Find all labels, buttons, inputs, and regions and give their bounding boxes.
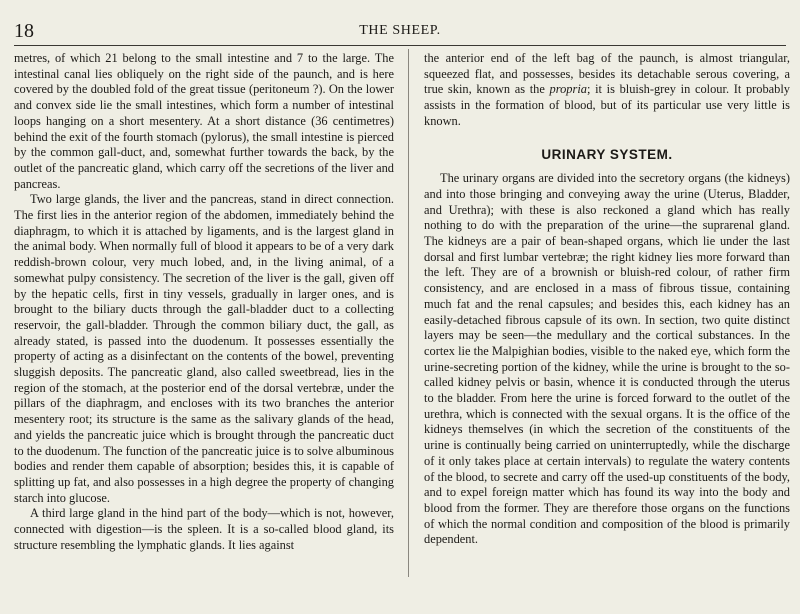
right-column — [424, 51, 790, 548]
right-intro-paragraph — [424, 51, 790, 130]
italic-term: propria — [549, 82, 587, 97]
left-paragraph-3: A third large gland in the hind part of the body—which is not, however, connected with digestion—is the spleen. It is a so-called blood gland, its structure resembling the lymphatic glands. It lies against — [14, 506, 394, 552]
left-paragraph-1: metres, of which 21 belong to the small intestine and 7 to the large. The intestinal canal lies obliquely on the right side of the paunch, and is here covered by the doubled fold of the great tissue (peritoneum ?). On the lower and convex side lie the small intestines, which form a number of intestinal loops hanging on a short mesentery. At a short distance (36 centimetres) behind the exit of the fourth stomach (pylorus), the small intestine is pierced by the common gall-duct, and, somewhat further towards the back, by the outlet of the pancreatic gland, which carry off the secretions of the liver and pancreas. — [14, 51, 394, 191]
running-title: THE SHEEP. — [359, 23, 441, 38]
header-rule — [14, 45, 786, 46]
section-heading: URINARY SYSTEM. — [541, 146, 673, 162]
page-header — [14, 20, 786, 42]
right-intro-text-end: ; it is bluish-grey in colour. It probably assists in the formation of blood, but of its particular use very little is known. — [424, 82, 790, 128]
column-divider — [408, 49, 409, 577]
left-paragraph-2: Two large glands, the liver and the pancreas, stand in direct connection. The first lies in the anterior region of the abdomen, immediately behind the diaphragm, to which it is attached by ligaments, and is the largest gland in the animal body. When normally full of blood it appears to be of a very dark reddish-brown colour, very much lobed, and, in the living animal, of a somewhat pulpy consistency. The secretion of the liver is the gall, given off by the hepatic cells, first in tiny vessels, gradually in larger ones, and is brought to the biliary ducts through the gall-bladder duct to a collecting reservoir, the gall-bladder. Through the common biliary duct, the gall, as already stated, is passed into the duodenum. It possesses essentially the property of acting as a disinfectant on the contents of the bowel, preventing sluggish deposits. The pancreatic gland, also called sweetbread, lies in the region of the stomach, at the posterior end of the dorsal vertebræ, under the pillars of the diaphragm, and encloses with its two branches the anterior mesentery root; its structure is the same as the salivary glands of the head, and yields the pancreatic juice which is brought through the pancreatic duct to the duodenum. The function of the pancreatic juice is to solve albuminous bodies and render them capable of absorption; besides this, it is capable of splitting up fat, and also possesses in a high degree the property of changing starch into glucose. — [14, 192, 395, 505]
page-number: 18 — [14, 20, 34, 42]
left-column — [14, 51, 394, 554]
urinary-paragraph: The urinary organs are divided into the secretory organs (the kidneys) and into those bringing and conveying away the urine (Uterus, Bladder, and Urethra); with these is also reckoned a gland which has really nothing to do with the preparation of the urine—the suprarenal gland. The kidneys are a pair of bean-shaped organs, which lie under the last dorsal and first lumbar vertebræ; the right kidney lies more forward than the left. They are of a brownish or bluish-red colour, of rather firm consistency, and are enclosed in a mass of fibrous tissue, containing much fat and the renal capsules; and besides this, each kidney has an easily-detached fibrous capsule of its own. In section, two quite distinct layers may be seen—the medullary and the cortical substances. In the cortex lie the Malpighian bodies, visible to the naked eye, which form the urine-secreting portion of the kidney, while the urine is brought to the so-called kidney pelvis or basin, whence it is conducted through the uterus to the bladder. From here the urine is forced forward to the outlet of the urethra, which is connected with the sexual organs. It is the office of the kidneys themselves (in which the secretion of the constituents of the urine is continually being carried on uninterruptedly, while the discharge of it only takes place at certain intervals) to regulate the watery contents of the blood, to secrete and carry off the used-up constituents of the body, and to expel foreign matter which has found its way into the body and blood from the former. They are therefore those organs on the functions of which the normal condition and composition of the blood is primarily dependent. — [424, 171, 790, 547]
right-intro-text: the anterior end of the left bag of the paunch, is almost triangular, squeezed flat, and possesses, besides its detachable serous covering, a true skin, known as the — [424, 51, 790, 97]
